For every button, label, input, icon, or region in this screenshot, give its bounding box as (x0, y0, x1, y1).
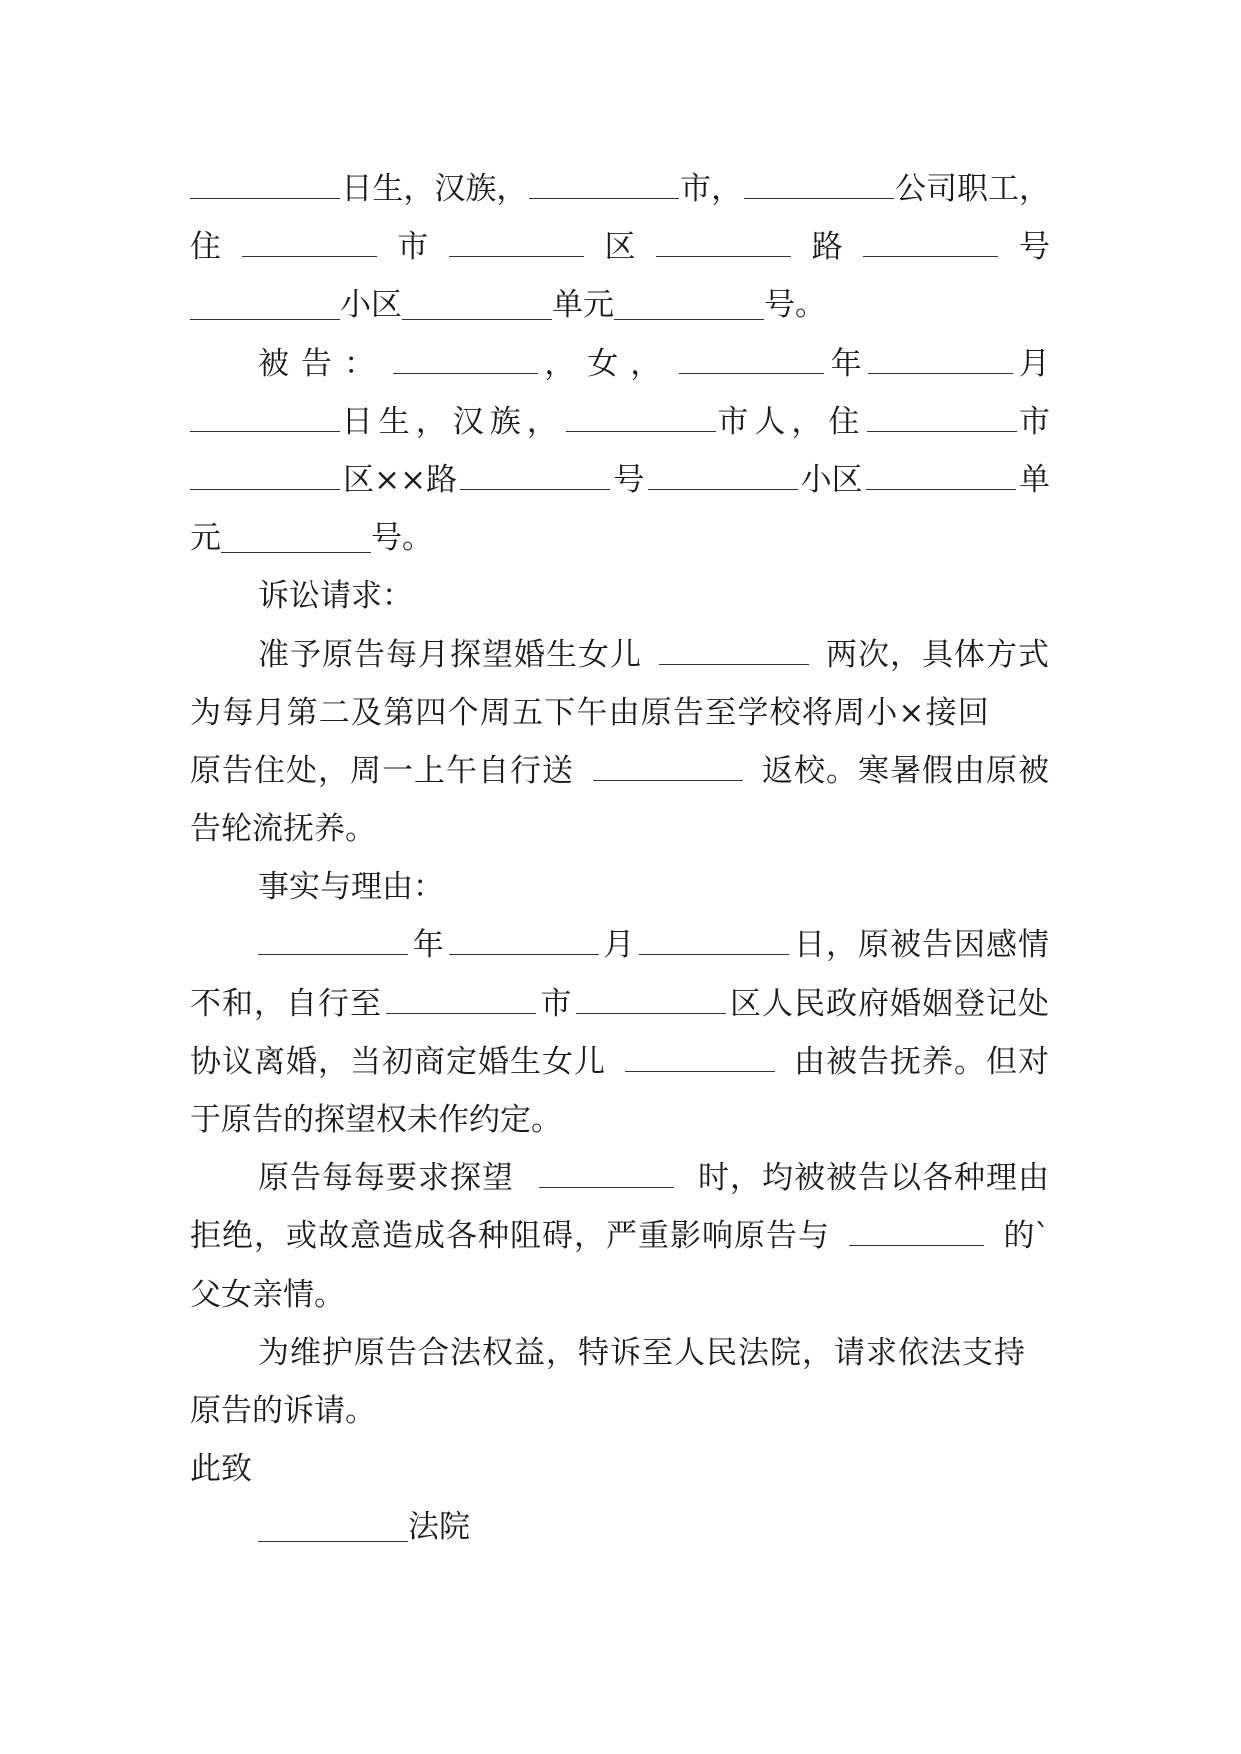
section-heading-claims (190, 567, 1050, 625)
blank-field[interactable] (639, 923, 789, 955)
text-segment: 市人，住 (717, 403, 866, 440)
text-segment: 拒绝，或故意造成各种阻碍，严重影响原告与 (190, 1218, 830, 1255)
text-segment: 号。 (371, 520, 433, 557)
text-segment: 号。 (764, 287, 826, 324)
doc-line-20 (190, 1266, 1050, 1324)
text-segment: 的` (1003, 1218, 1050, 1255)
text-segment: 日生，汉族， (341, 403, 564, 440)
text-segment: 小区 (800, 461, 863, 498)
blank-field[interactable] (242, 225, 377, 257)
text-segment: ，女， (544, 345, 674, 382)
text-segment: 单元 (552, 287, 614, 324)
text-segment: 住 (190, 229, 221, 266)
blank-field[interactable] (539, 1156, 674, 1188)
text-segment: 单 (1018, 461, 1050, 498)
blank-field[interactable] (863, 225, 998, 257)
text-segment: 为每月第二及第四个周五下午由原告至学校将周小×接回 (190, 694, 990, 731)
section-heading-facts (190, 858, 1050, 916)
doc-line-6 (190, 451, 1050, 509)
text-segment: 时，均被被告以各种理由 (698, 1160, 1050, 1197)
blank-field[interactable] (593, 749, 743, 781)
text-segment: 路 (811, 229, 843, 266)
text-segment: 日，原被告因感情 (793, 927, 1050, 964)
doc-line-17 (190, 1091, 1050, 1149)
text-segment: 事实与理由： (258, 869, 444, 906)
text-segment: 年 (412, 927, 444, 964)
doc-line-5 (190, 393, 1050, 451)
blank-field[interactable] (190, 400, 340, 432)
blank-field[interactable] (744, 167, 894, 199)
addressee-court (190, 1498, 1050, 1556)
defendant-label: 被告： (258, 345, 387, 382)
text-segment: 公司职工， (894, 171, 1050, 207)
text-segment: 告轮流抚养。 (190, 811, 376, 848)
blank-field[interactable] (402, 288, 552, 320)
text-segment: 号 (1019, 229, 1050, 266)
blank-field[interactable] (386, 982, 536, 1014)
doc-line-1 (190, 160, 1050, 218)
blank-field[interactable] (258, 923, 408, 955)
text-segment: 由被告抚养。但对 (794, 1043, 1050, 1080)
doc-line-16 (190, 1033, 1050, 1091)
doc-line-12 (190, 800, 1050, 858)
blank-field[interactable] (648, 458, 798, 490)
blank-field[interactable] (449, 225, 584, 257)
doc-line-9 (190, 626, 1050, 684)
document-body (190, 160, 1050, 1557)
text-segment: 日生，汉族， (341, 171, 528, 207)
text-segment: 元 (190, 520, 221, 557)
blank-field[interactable] (258, 1510, 408, 1542)
salutation (190, 1440, 1050, 1498)
doc-line-14 (190, 916, 1050, 974)
blank-field[interactable] (849, 1214, 984, 1246)
blank-field[interactable] (867, 400, 1017, 432)
text-segment: 市， (680, 171, 743, 207)
text-segment: 协议离婚，当初商定婚生女儿 (190, 1043, 606, 1080)
text-segment: 返校。寒暑假由原被 (762, 752, 1050, 789)
blank-field[interactable] (190, 167, 340, 199)
blank-field[interactable] (529, 167, 679, 199)
text-segment: 原告住处，周一上午自行送 (190, 752, 574, 789)
blank-field[interactable] (460, 458, 610, 490)
blank-field[interactable] (868, 342, 1013, 374)
text-segment: 为维护原告合法权益，特诉至人民法院，请求依法支持 (258, 1334, 1026, 1371)
blank-field[interactable] (221, 521, 371, 553)
text-segment: 市 (540, 985, 572, 1022)
blank-field[interactable] (449, 923, 599, 955)
text-segment: 父女亲情。 (190, 1276, 345, 1313)
text-segment: 诉讼请求： (258, 578, 413, 615)
text-segment: 区人民政府婚姻登记处 (730, 985, 1050, 1022)
doc-line-10 (190, 684, 1050, 742)
text-segment: 两次，具体方式 (826, 636, 1050, 673)
blank-field[interactable] (656, 225, 791, 257)
doc-line-3 (190, 276, 1050, 334)
blank-field[interactable] (190, 288, 340, 320)
text-segment: 号 (613, 461, 645, 498)
text-segment: 于原告的探望权未作约定。 (190, 1102, 562, 1138)
doc-line-21 (190, 1324, 1050, 1382)
blank-field[interactable] (679, 342, 824, 374)
text-segment: 区 (604, 229, 636, 266)
text-segment: 市 (1018, 403, 1050, 440)
text-segment: 区××路 (343, 461, 458, 498)
doc-line-19 (190, 1207, 1050, 1265)
text-segment: 不和，自行至 (190, 985, 382, 1022)
doc-line-22 (190, 1382, 1050, 1440)
blank-field[interactable] (566, 400, 716, 432)
blank-field[interactable] (614, 288, 764, 320)
blank-field[interactable] (576, 982, 726, 1014)
text-segment: 原告每每要求探望 (258, 1160, 514, 1197)
doc-line-11 (190, 742, 1050, 800)
blank-field[interactable] (659, 633, 809, 665)
text-segment: 准予原告每月探望婚生女儿 (258, 636, 642, 673)
text-segment: 年 (830, 345, 862, 382)
text-segment: 原告的诉请。 (190, 1392, 376, 1429)
doc-line-15 (190, 975, 1050, 1033)
doc-line-18 (190, 1149, 1050, 1207)
blank-field[interactable] (866, 458, 1016, 490)
text-segment: 小区 (340, 287, 402, 324)
doc-line-4 (190, 335, 1050, 393)
blank-field[interactable] (190, 458, 340, 490)
blank-field[interactable] (625, 1040, 775, 1072)
text-segment: 月 (603, 927, 635, 964)
doc-line-2 (190, 218, 1050, 276)
text-segment: 此致 (190, 1451, 252, 1488)
text-segment: 法院 (408, 1509, 470, 1546)
doc-line-7 (190, 509, 1050, 567)
text-segment: 市 (397, 229, 429, 266)
text-segment: 月 (1018, 345, 1050, 382)
blank-field[interactable] (393, 342, 538, 374)
